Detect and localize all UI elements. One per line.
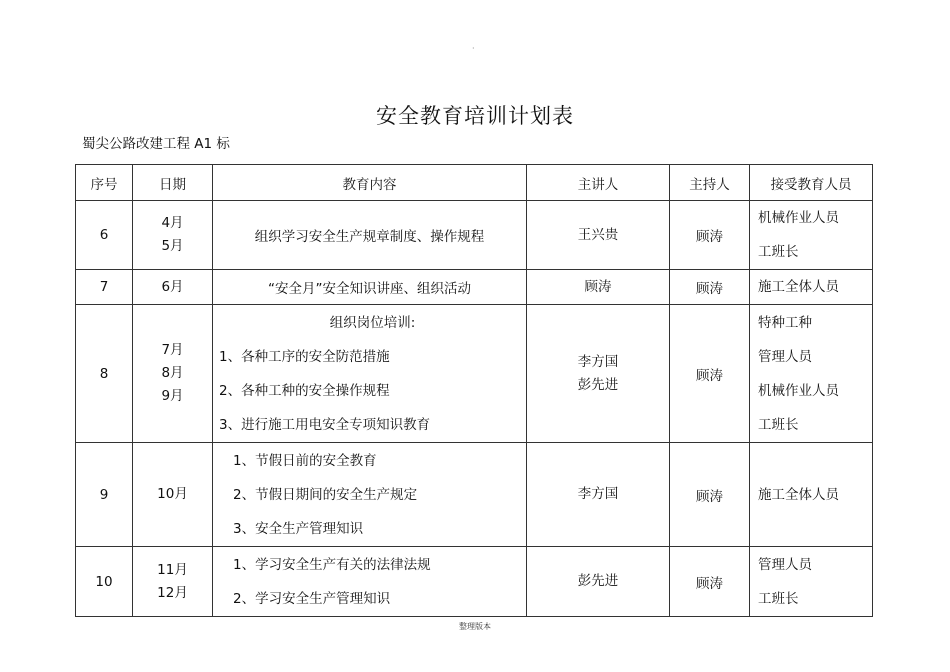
row-content <box>213 201 527 270</box>
content-line: 2、学习安全生产管理知识 <box>233 590 391 607</box>
row-lecturer <box>527 270 670 305</box>
recipient-group: 特种工种 <box>758 314 812 331</box>
date-line: 10月 <box>157 486 188 502</box>
recipient-group: 机械作业人员 <box>758 210 839 226</box>
recipient-group: 工班长 <box>758 590 799 607</box>
lecturer-name: 李方国 <box>577 353 619 370</box>
content-line: 3、安全生产管理知识 <box>233 520 364 537</box>
header-seq: 序号 <box>76 165 133 201</box>
page-title: 安全教育培训计划表 <box>376 104 574 128</box>
lecturer-name: 顾涛 <box>584 278 612 295</box>
row-dates <box>133 201 213 270</box>
recipient-group: 管理人员 <box>758 348 812 365</box>
row-lecturer <box>527 547 670 617</box>
project-subtitle: 蜀尖公路改建工程 A1 标 <box>82 136 230 152</box>
row-recipients <box>750 547 873 617</box>
row-content <box>213 305 527 443</box>
recipient-group: 施工全体人员 <box>758 486 839 503</box>
training-plan-table <box>75 164 873 617</box>
row-recipients <box>750 270 873 305</box>
row-lecturer <box>527 305 670 443</box>
table-row <box>76 201 873 270</box>
date-line: 9月 <box>161 388 184 404</box>
row-lecturer <box>527 201 670 270</box>
date-line: 4月 <box>161 215 184 231</box>
date-line: 8月 <box>161 365 184 381</box>
row-host: 顾涛 <box>670 270 750 305</box>
lecturer-name: 李方国 <box>577 486 619 502</box>
date-line: 7月 <box>161 342 184 358</box>
content-line: 2、各种工种的安全操作规程 <box>219 382 390 399</box>
row-host: 顾涛 <box>670 305 750 443</box>
row-dates <box>133 443 213 547</box>
recipient-group: 工班长 <box>758 244 799 260</box>
table-row <box>76 547 873 617</box>
top-mark: · <box>472 44 475 53</box>
content-line: 1、各种工序的安全防范措施 <box>219 348 390 365</box>
row-seq: 9 <box>76 443 133 547</box>
content-line: “安全月”安全知识讲座、组织活动 <box>268 281 471 297</box>
recipient-group: 施工全体人员 <box>758 279 839 295</box>
header-content: 教育内容 <box>213 165 527 201</box>
content-line: 1、学习安全生产有关的法律法规 <box>233 556 431 573</box>
recipient-group: 工班长 <box>758 416 799 433</box>
row-seq: 10 <box>76 547 133 617</box>
recipient-group: 管理人员 <box>758 556 812 573</box>
row-seq: 6 <box>76 201 133 270</box>
row-seq: 8 <box>76 305 133 443</box>
table-row <box>76 305 873 443</box>
date-line: 12月 <box>157 584 188 601</box>
header-date: 日期 <box>133 165 213 201</box>
row-recipients <box>750 201 873 270</box>
page-footer: 整理版本 <box>459 622 491 631</box>
row-recipients <box>750 305 873 443</box>
content-line: 3、进行施工用电安全专项知识教育 <box>219 416 431 433</box>
row-dates <box>133 547 213 617</box>
row-recipients <box>750 443 873 547</box>
row-content <box>213 547 527 617</box>
row-seq: 7 <box>76 270 133 305</box>
date-line: 6月 <box>161 278 184 295</box>
row-dates <box>133 270 213 305</box>
lecturer-name: 王兴贵 <box>577 226 619 243</box>
row-lecturer <box>527 443 670 547</box>
lecturer-name: 彭先进 <box>577 573 619 589</box>
recipient-group: 机械作业人员 <box>758 382 839 399</box>
date-line: 5月 <box>161 238 184 254</box>
header-lecturer: 主讲人 <box>527 165 670 201</box>
table-row <box>76 443 873 547</box>
row-host: 顾涛 <box>670 443 750 547</box>
header-recipients: 接受教育人员 <box>750 165 873 201</box>
row-host: 顾涛 <box>670 547 750 617</box>
row-dates <box>133 305 213 443</box>
content-line: 1、节假日前的安全教育 <box>233 452 377 469</box>
row-content <box>213 270 527 305</box>
row-host: 顾涛 <box>670 201 750 270</box>
content-heading: 组织岗位培训: <box>329 314 416 331</box>
date-line: 11月 <box>157 561 188 578</box>
header-host: 主持人 <box>670 165 750 201</box>
content-line: 组织学习安全生产规章制度、操作规程 <box>254 229 485 245</box>
table-header-row <box>76 165 873 201</box>
table-row <box>76 270 873 305</box>
row-content <box>213 443 527 547</box>
content-line: 2、节假日期间的安全生产规定 <box>233 486 418 503</box>
lecturer-name: 彭先进 <box>577 376 619 393</box>
